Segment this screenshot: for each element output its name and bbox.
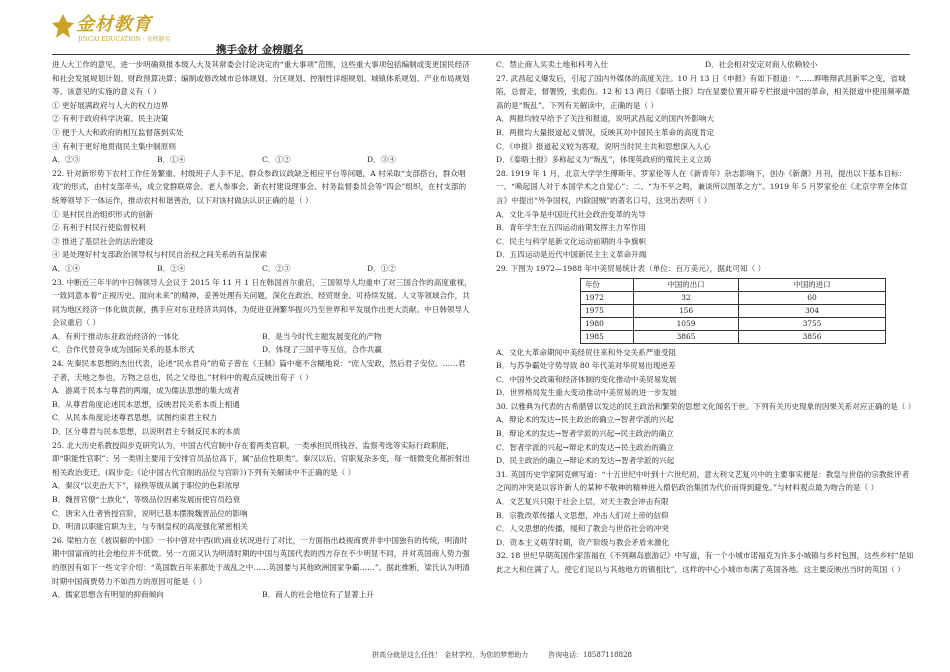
table-row	[581, 330, 886, 343]
answer-option: A．游离于民本与尊君的两端，成为儒法思想的集大成者	[52, 386, 240, 396]
question-stem: 23. 中断近三年半的中日韩领导人会议于 2015 年 11 月 1 日在韩国首尔重启，三国领导人均重申了对三国合作的高度重视，一致同意本着“正视历史、面向未来”的精神，妥善处理有关问题，深化在政治、经贸财金、可持续发展、人文等领域合作，共同为地区经济一体化做贡献，携手应对东亚经济共同体，为促进亚洲繁华振兴乃至世界和平发展作出更大贡献。中日韩领导人会议重启（ ）	[52, 277, 472, 328]
header-slogan: 携手金材 金榜题名	[216, 44, 304, 56]
right-column	[496, 58, 914, 577]
table-cell: 1980	[581, 317, 634, 330]
answer-option: C．《申报》报道起义较为客观，说明当时民主共和思想深入人心	[496, 141, 711, 151]
table-row	[581, 291, 886, 304]
answer-option: D．五四运动是近代中国新民主主义革命开端	[496, 250, 647, 260]
header-divider	[52, 54, 910, 55]
answer-option: D．民主政治的确立→辩论术的发达→智者学派的兴起	[496, 456, 675, 466]
question-stem: 24. 先秦民本思想的杰出代表，论述“民水君舟”的荀子曾在《王制》篇中毫不含糊地说：“庶人安政，然后君子安位。……君子者，天地之参也，万物之总也，民之父母也。”材料中的观点反映出荀子（ ）	[52, 359, 466, 382]
answer-option: A．秦汉“以吏治天下”，禄秩等级从属于职位的色彩浓厚	[52, 481, 240, 491]
question-stem: 31. 英国历史学家阿克顿写道：“十五世纪中叶到十六世纪初，意大利文艺复兴中的主要事实便是：教皇与世俗的宗教批评者之间的冲突是以容许新人的某种不敬神的精神进入僧侣政治集团为代价而得到避免。”与材料观点最为吻合的是（ ）	[496, 469, 910, 493]
trade-table	[580, 278, 886, 344]
question-stem: 29. 下图为 1972—1988 年中美贸易统计表（单位：百万美元），据此可知（ ）	[496, 263, 766, 273]
answer-option: C．②③	[262, 263, 291, 273]
left-column	[52, 58, 472, 602]
answer-option: D．③④	[367, 155, 396, 165]
table-cell: 3856	[739, 330, 886, 343]
answer-option: D．《泰晤士报》多称起义为“叛乱”，体现英政府的殖民主义立场	[496, 155, 712, 165]
table-header-row	[581, 278, 886, 291]
answer-option: C．禁止商人买卖土地和科考入仕	[496, 60, 609, 69]
answer-option-row	[496, 58, 914, 72]
answer-option: C．从民本角度论述尊君思想，试图约束君主权力	[52, 413, 218, 423]
answer-option: A．儒家思想含有明显的抑商倾向	[52, 590, 164, 600]
answer-option: B．魏晋官僚“士族化”，等级品位因素发展而使官员趋衰	[52, 495, 240, 504]
answer-option: C．民主与科学是新文化运动前期的斗争旗帜	[496, 236, 647, 246]
question-stem: 28. 1919 年 1 月，北京大学学生傅斯年、罗家伦等人在《新青年》杂志影响下，创办《新潮》月刊，提出以下基本目标：一、“唤起国人对于本国学术之自觉心”；二、“为不平之鸣，兼谈所以图革之方”。1919 年 5 月罗家伦在《北京学界全体宣言》中提出“外争国权，内除国贼”的著名口号，这突出表明（ ）	[496, 168, 908, 205]
answer-option: ① 是村民自治组织形式的创新	[52, 209, 154, 219]
answer-option: C．智者学派的兴起→辩论术的发达→民主政治的确立	[496, 442, 675, 452]
answer-option: C．中国外交政策和经济体制的变化推动中美贸易发展	[496, 374, 677, 384]
answer-option: B．辩论术的发达→智者学派的兴起→民主政治的确立	[496, 429, 674, 439]
answer-option: D．世界格局发生重大变动推动中美贸易的进一步发展	[496, 388, 677, 398]
answer-option-row	[52, 262, 472, 276]
answer-option: ① 更好展满政府与人大的权力边界	[52, 100, 169, 110]
table-cell: 3755	[739, 317, 886, 330]
answer-option: B．②④	[157, 263, 186, 273]
table-cell: 32	[634, 291, 739, 304]
brand-subtitle: JINCAI EDUCATION · 金榜题名	[78, 36, 171, 43]
answer-option: D．①②	[367, 263, 396, 273]
answer-option: B．商人的社会地位有了显著上升	[262, 590, 374, 600]
question-stem: 25. 北大历史系教授阎步克研究认为，中国古代官制中存在着两类官职，一类承担民刑钱谷、监察考选等实际行政职能，即“职能性官职”；另一类则主要用于安排官员品位高下，属“品位性职类”。秦汉以后，官职复杂多变，每一细微变化都折射出相关政治变迁。(阎步克:《论中国古代官制的品位与官阶》)下列有关解读中不正确的是（ ）	[52, 440, 470, 477]
brand-name: 金材教育	[76, 14, 152, 35]
table-row	[581, 317, 886, 330]
table-cell: 1985	[581, 330, 634, 343]
table-cell: 3865	[634, 330, 739, 343]
answer-option: D．资本主义萌芽时期，资产阶级与教会矛盾未激化	[496, 537, 670, 547]
answer-option: C．人文思想的传播，缓和了教会与世俗社会的冲突	[496, 524, 669, 534]
answer-option: ③ 便于人大和政府的相互监督落到实处	[52, 127, 184, 137]
table-cell: 1975	[581, 304, 634, 317]
answer-option: B．是当今时代主题发展变化的产物	[262, 331, 382, 341]
answer-option: A．①④	[52, 263, 81, 273]
answer-option-row	[52, 330, 472, 344]
table-header-cell: 中国的进口	[739, 278, 886, 291]
answer-option: C．唐宋入仕者皆授官阶，说明已基本摆脱魏晋品位的影响	[52, 508, 248, 518]
table-cell: 60	[739, 291, 886, 304]
answer-option: ② 有利于村民行使监督权利	[52, 223, 146, 233]
answer-option: ④ 有利于更好地贯彻民主集中制原则	[52, 141, 176, 151]
answer-option: A．辩论术的发达→民主政治的确立→智者学派的兴起	[496, 415, 674, 425]
table-header-cell: 中国的出口	[634, 278, 739, 291]
answer-option: A．两报均较早给予了关注和报道，说明武昌起义的国内外影响大	[496, 114, 715, 124]
answer-option: B．从尊君角度论述民本思想，反映君民关系本质上相通	[52, 399, 240, 409]
answer-option: C．合作代替竞争成为国际关系的基本形式	[52, 345, 195, 355]
answer-option: D．明清以职能官职为主，与专制皇权的高度强化紧密相关	[52, 522, 248, 532]
answer-option: D．区分尊君与民本思想，以说明君主专制反民本的本质	[52, 427, 241, 437]
answer-option: ② 有利于政府科学决策、民主决策	[52, 114, 169, 124]
question-stem: 30. 以雅典为代表的古希腊曾以发达的民主政治和繁荣的思想文化闻名于世。下列有关历史现象的因果关系对应正确的是（ ）	[496, 401, 916, 411]
answer-option: B．与苏争霸处守势导致 80 年代美对华贸易出现逆差	[496, 361, 676, 371]
footer-motto: 拼高分就是这么任性！ 金材学校，为您的梦想助力	[372, 651, 529, 659]
table-cell: 1059	[634, 317, 739, 330]
question-stem: 26. 梁柏力在《被误解的中国》一书中曾对中西(欧)商业状况进行了对比，一方面指出歧视商贾并非中国独有的传统，明清时期中国富商的社会地位并不低微。另一方面又认为明清时期的中国与英国代表的西方存在不少明显不同，并对英国商人势力强的原因有如下一些文字介绍：“英国数百年来都处于战乱之中……英国要与其他欧洲国家争霸……”。据此推断，梁氏认为明清时期中国商贾势力不如西方的原因可能是（ ）	[52, 535, 470, 586]
brand-logo	[52, 8, 182, 48]
answer-option-row	[52, 343, 472, 357]
answer-option: ③ 推进了基层社会的法治建设	[52, 236, 154, 246]
answer-option: B．①④	[157, 155, 186, 165]
answer-option: B．青年学生在五四运动前期发挥主力军作用	[496, 223, 646, 233]
answer-option: D．社会相对安定对商人依赖较小	[705, 60, 818, 69]
answer-option: B．宗教改革传播人文思想，冲击人们对上帝的信仰	[496, 510, 669, 520]
answer-option: C．①②	[262, 155, 291, 165]
answer-option-row	[52, 153, 472, 167]
answer-option: D．体现了三国平等互信，合作共赢	[262, 345, 382, 355]
answer-option: ④ 是处理好村支部政治领导权与村民自治权之间关系的有益探索	[52, 250, 268, 260]
table-cell: 304	[739, 304, 886, 317]
answer-option: B．两报均大量报道起义情况，反映其对中国民主革命的高度肯定	[496, 127, 715, 137]
table-row	[581, 304, 886, 317]
question-stem: 进人大工作的意见，进一步明确须报本级人大及其常委会讨论决定的“重大事项”范围，这些重大事项包括编制或变更国民经济和社会发展规划计划、财政预算决算；编制或修改城市总体规划、分区规划、控制性详细规划、城镇体系规划、产业布局规划等。该意见的实施的意义有（ ）	[52, 60, 470, 97]
answer-option: A．文化斗争是中国近代社会政治变革的先导	[496, 209, 646, 219]
question-stem: 32. 18 世纪早期英国作家笛福在《不列颠岛旅游记》中写道，有一个小城市诺福克为许多小城镇与乡村包围，这些乡村“是如此之大和住满了人，使它们足以与其他地方的镇相比”，这样的中心小城市布满了英国各地。这主要反映出当时的英国（ ）	[496, 551, 914, 574]
question-stem: 27. 武昌起义爆发后，引起了国内外媒体的高度关注。10 月 13 日《申报》有如下报道：“……晔唯辩武昌新军之变，省城陷，总督走，督署毁，张彪伤。12 和 13 两日《泰晤士报》均在显要位置开辟专栏报道中国的革命，相关报道中使用频率最高的是“叛乱”。下列有关解读中，正确的是（ ）	[496, 73, 910, 110]
answer-option: A．②③	[52, 155, 81, 165]
answer-option: A．文化大革命期间中美经贸往来和外交关系严重受阻	[496, 347, 677, 357]
answer-option-row	[52, 588, 472, 602]
answer-option: A．有利于推动东亚政治经济的一体化	[52, 331, 179, 341]
table-cell: 156	[634, 304, 739, 317]
question-stem: 22. 针对新形势下农村工作任务繁重、村级班子人手不足、群众参政议政缺乏相应平台等问题，A 村采取“支部搭台，群众唱戏”的形式，由村支部牵头，成立党群联席会、老人参事会、新农村建设理事会、村务监督委员会等“四会”组织，在村支部的统筹领导下一体运作，推动农村和谐善治，以下对该村做法认识正确的是（ ）	[52, 168, 467, 205]
footer-phone: 咨询电话：18587118828	[548, 651, 632, 659]
table-cell: 1972	[581, 291, 634, 304]
answer-option: A．文艺复兴只限于社会上层，对天主教会冲击有限	[496, 497, 669, 507]
page-header	[0, 0, 950, 58]
brand-mark-icon	[52, 12, 74, 40]
table-header-cell: 年份	[581, 278, 634, 291]
